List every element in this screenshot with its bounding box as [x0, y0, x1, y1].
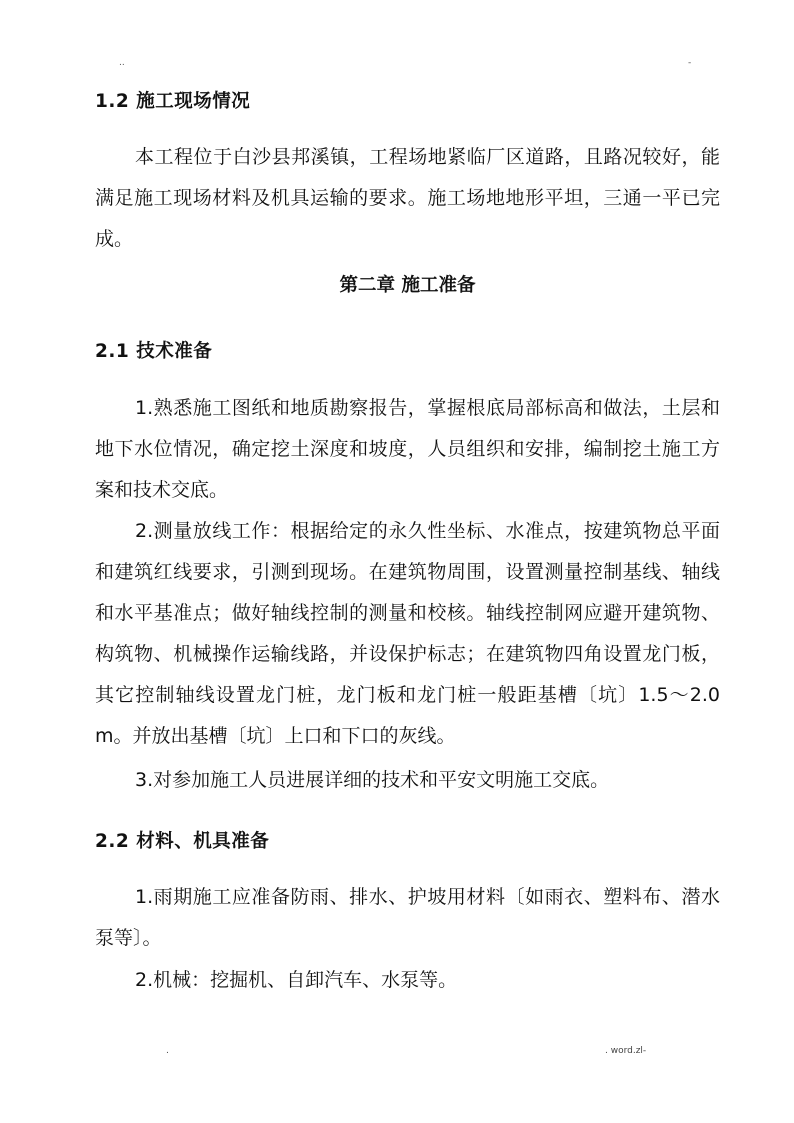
section-2-1-item-2: 2.测量放线工作：根据给定的永久性坐标、水准点，按建筑物总平面和建筑红线要求，引测到现场。在建筑物周围，设置测量控制基线、轴线和水平基准点；做好轴线控制的测量和校核。轴线控制网应避开建筑物、构筑物、机械操作运输线路，并设保护标志；在建筑物四角设置龙门板，其它控制轴线设置龙门桩，龙门板和龙门桩一般距基槽〔坑〕1.5～2.0m。并放出基槽〔坑〕上口和下口的灰线。 [95, 520, 720, 747]
section-2-1-title: 2.1 技术准备 [95, 341, 213, 362]
section-2-2-item-1: 1.雨期施工应准备防雨、排水、护坡用材料〔如雨衣、塑料布、潜水泵等〕。 [95, 886, 720, 949]
section-2-2-item-2: 2.机械：挖掘机、自卸汽车、水泵等。 [135, 969, 458, 991]
header-left-mark: .. [119, 58, 125, 68]
section-2-1-item-3: 3.对参加施工人员进展详细的技术和平安文明施工交底。 [135, 769, 610, 791]
footer-right-mark: . word.zl- [605, 1046, 647, 1056]
header-right-mark: - [688, 58, 692, 68]
chapter-2-title: 第二章 施工准备 [339, 275, 476, 296]
section-1-2-title: 1.2 施工现场情况 [95, 91, 251, 112]
section-1-2-paragraph: 本工程位于白沙县邦溪镇，工程场地紧临厂区道路，且路况较好，能满足施工现场材料及机具运输的要求。施工场地地形平坦，三通一平已完成。 [95, 146, 720, 250]
footer-left-mark: . [166, 1046, 169, 1056]
section-2-2-title: 2.2 材料、机具准备 [95, 831, 270, 852]
section-2-1-item-1: 1.熟悉施工图纸和地质勘察报告，掌握根底局部标高和做法，土层和地下水位情况，确定挖土深度和坡度，人员组织和安排，编制挖土施工方案和技术交底。 [95, 397, 720, 501]
